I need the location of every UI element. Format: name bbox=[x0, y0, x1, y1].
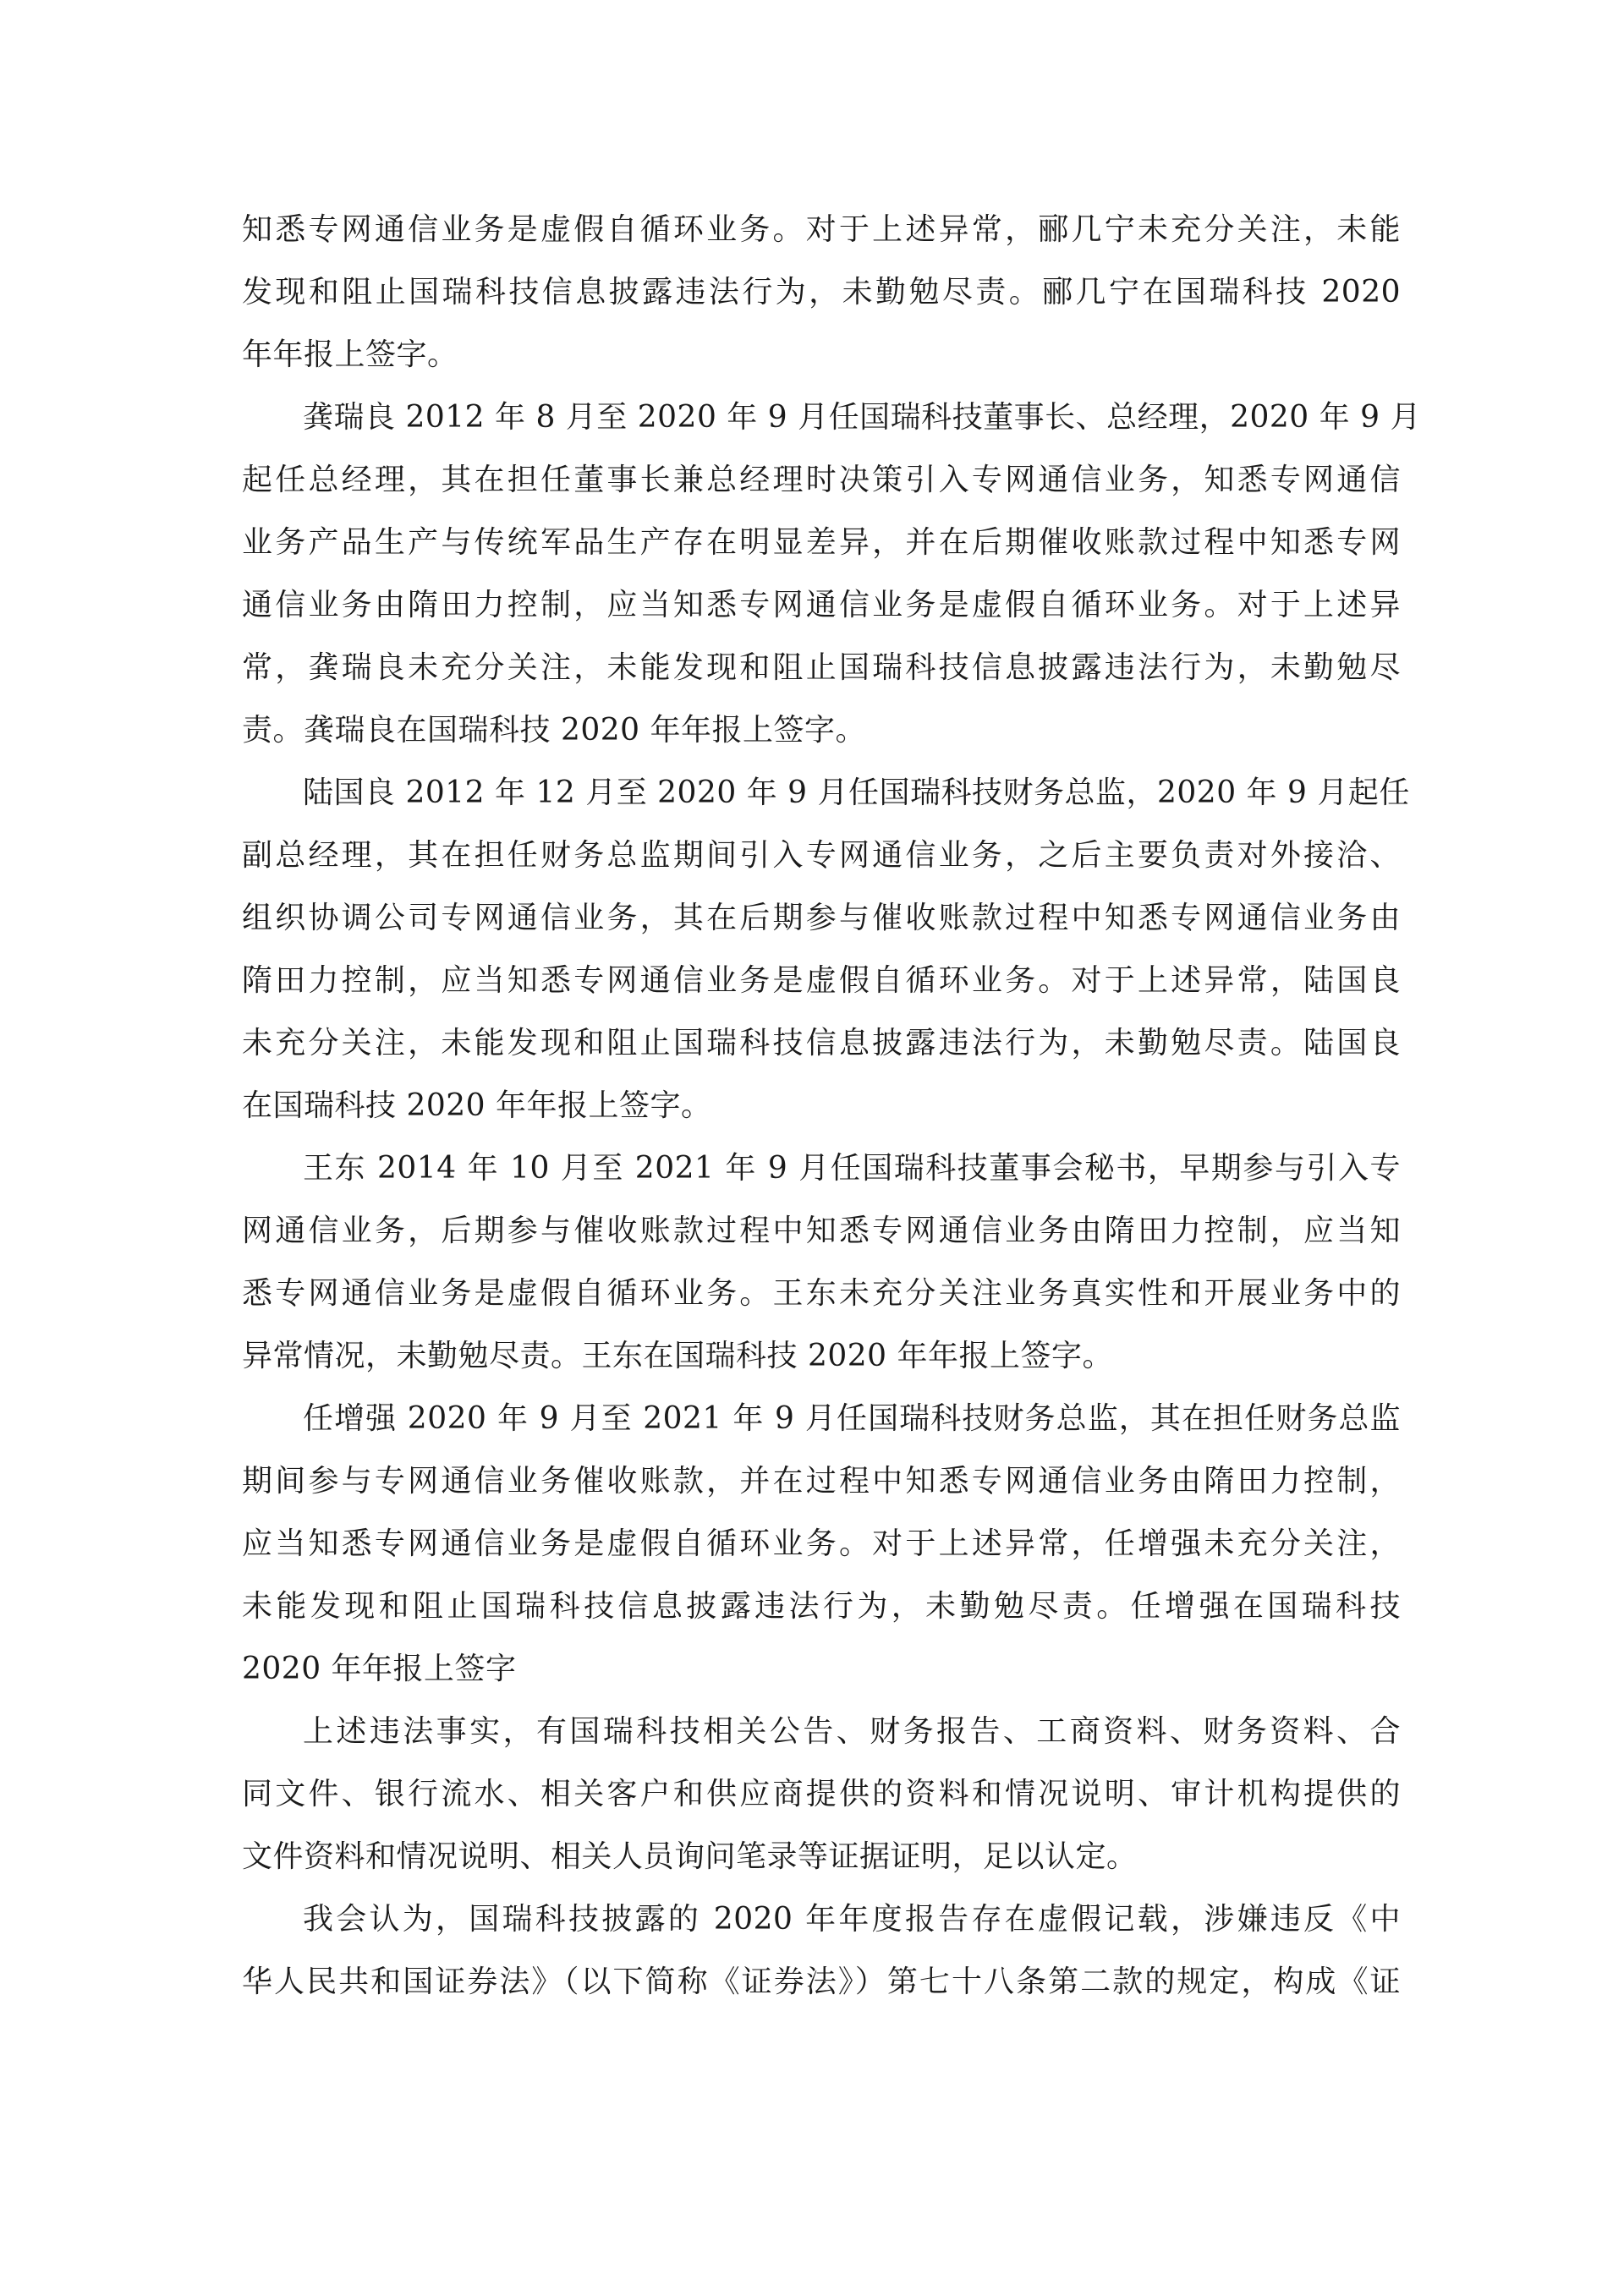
paragraph-conclusion bbox=[242, 1888, 1401, 2014]
text-line: 文件资料和情况说明、相关人员询问笔录等证据证明，足以认定。 bbox=[242, 1839, 1138, 1874]
text-line: 组织协调公司专网通信业务，其在后期参与催收账款过程中知悉专网通信业务由 bbox=[242, 901, 1401, 935]
text-line: 期间参与专网通信业务催收账款，并在过程中知悉专网通信业务由隋田力控制， bbox=[242, 1464, 1401, 1499]
text-line: 起任总经理，其在担任董事长兼总经理时决策引入专网通信业务，知悉专网通信 bbox=[242, 463, 1401, 497]
text-line: 未能发现和阻止国瑞科技信息披露违法行为，未勤勉尽责。任增强在国瑞科技 bbox=[242, 1589, 1401, 1624]
paragraph-continuation bbox=[242, 199, 1401, 386]
text-line: 华人民共和国证券法》（以下简称《证券法》）第七十八条第二款的规定，构成《证 bbox=[242, 1964, 1401, 1999]
paragraph-gong-ruiliang bbox=[242, 386, 1421, 762]
text-line: 知悉专网通信业务是虚假自循环业务。对于上述异常，郦几宁未充分关注，未能 bbox=[242, 212, 1401, 247]
document-page bbox=[242, 199, 1421, 2014]
text-line: 副总经理，其在担任财务总监期间引入专网通信业务，之后主要负责对外接洽、 bbox=[242, 838, 1401, 873]
text-line: 发现和阻止国瑞科技信息披露违法行为，未勤勉尽责。郦几宁在国瑞科技 2020 bbox=[242, 275, 1401, 310]
text-line: 2020 年年报上签字 bbox=[242, 1652, 517, 1686]
text-line: 我会认为，国瑞科技披露的 2020 年年度报告存在虚假记载，涉嫌违反《中 bbox=[303, 1902, 1401, 1937]
paragraph-evidence bbox=[242, 1701, 1401, 1888]
text-line: 龚瑞良 2012 年 8 月至 2020 年 9 月任国瑞科技董事长、总经理，2020 年 9 月 bbox=[303, 400, 1421, 435]
text-line: 在国瑞科技 2020 年年报上签字。 bbox=[242, 1088, 712, 1123]
text-line: 陆国良 2012 年 12 月至 2020 年 9 月任国瑞科技财务总监，2020 年 9 月起任 bbox=[303, 775, 1410, 810]
text-line: 常，龚瑞良未充分关注，未能发现和阻止国瑞科技信息披露违法行为，未勤勉尽 bbox=[242, 650, 1401, 685]
paragraph-lu-guoliang bbox=[242, 762, 1410, 1137]
text-line: 同文件、银行流水、相关客户和供应商提供的资料和情况说明、审计机构提供的 bbox=[242, 1777, 1401, 1811]
text-line: 应当知悉专网通信业务是虚假自循环业务。对于上述异常，任增强未充分关注， bbox=[242, 1526, 1401, 1561]
text-line: 责。龚瑞良在国瑞科技 2020 年年报上签字。 bbox=[242, 713, 867, 748]
text-line: 任增强 2020 年 9 月至 2021 年 9 月任国瑞科技财务总监，其在担任财务总监 bbox=[303, 1401, 1401, 1436]
text-line: 通信业务由隋田力控制，应当知悉专网通信业务是虚假自循环业务。对于上述异 bbox=[242, 588, 1401, 622]
text-line: 年年报上签字。 bbox=[242, 337, 458, 372]
text-line: 异常情况，未勤勉尽责。王东在国瑞科技 2020 年年报上签字。 bbox=[242, 1339, 1114, 1373]
paragraph-ren-zengqiang bbox=[242, 1388, 1401, 1701]
text-line: 业务产品生产与传统军品生产存在明显差异，并在后期催收账款过程中知悉专网 bbox=[242, 525, 1401, 560]
text-line: 隋田力控制，应当知悉专网通信业务是虚假自循环业务。对于上述异常，陆国良 bbox=[242, 963, 1401, 998]
paragraph-wang-dong bbox=[242, 1137, 1401, 1388]
text-line: 王东 2014 年 10 月至 2021 年 9 月任国瑞科技董事会秘书，早期参与引入专 bbox=[303, 1151, 1401, 1186]
text-line: 悉专网通信业务是虚假自循环业务。王东未充分关注业务真实性和开展业务中的 bbox=[242, 1276, 1401, 1311]
text-line: 未充分关注，未能发现和阻止国瑞科技信息披露违法行为，未勤勉尽责。陆国良 bbox=[242, 1026, 1401, 1060]
text-line: 网通信业务，后期参与催收账款过程中知悉专网通信业务由隋田力控制，应当知 bbox=[242, 1214, 1401, 1248]
text-line: 上述违法事实，有国瑞科技相关公告、财务报告、工商资料、财务资料、合 bbox=[303, 1714, 1401, 1749]
